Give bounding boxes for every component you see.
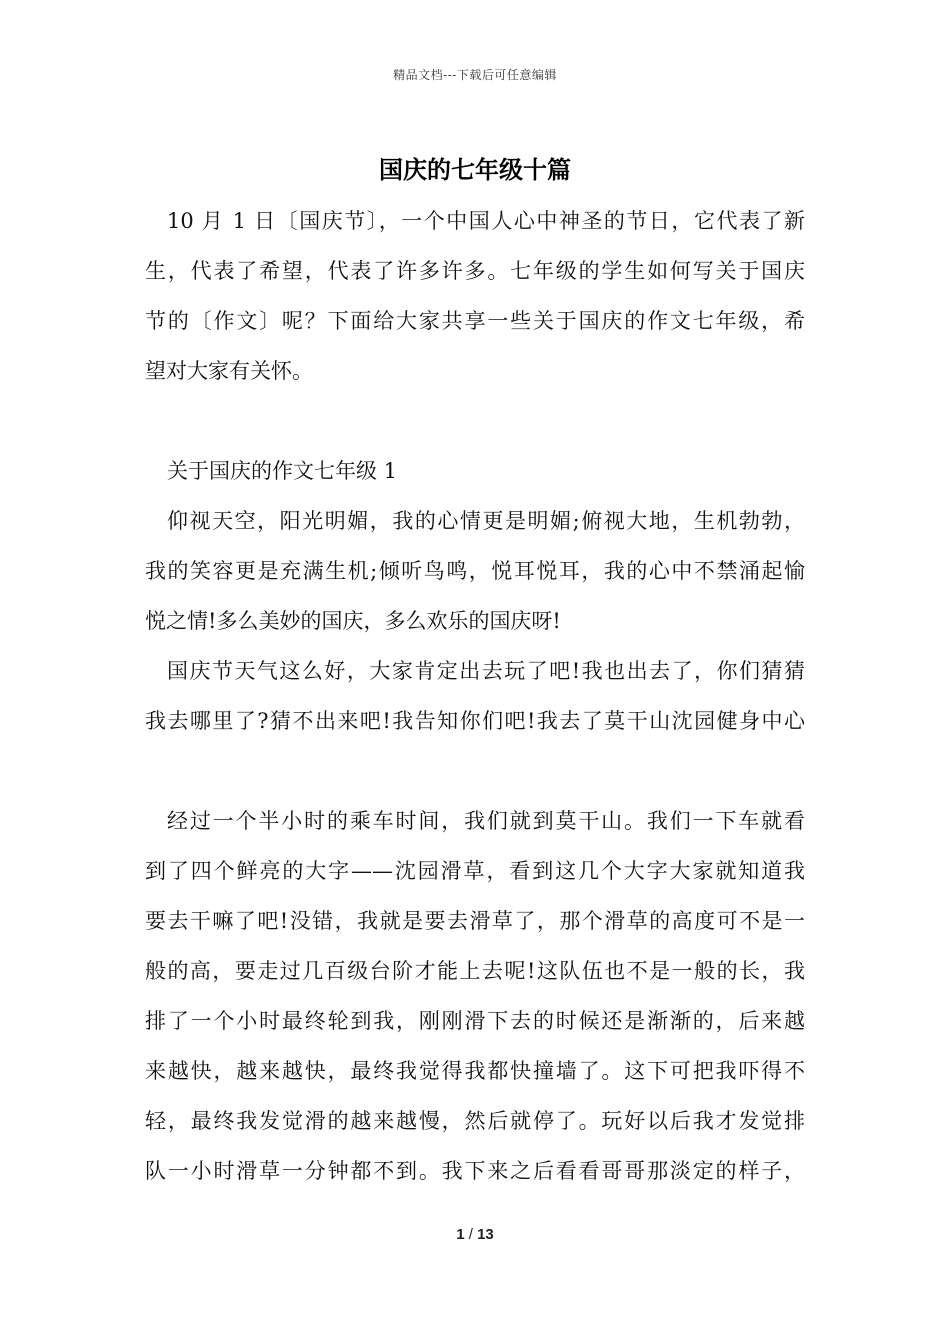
paragraph-line: 队一小时滑草一分钟都不到。我下来之后看看哥哥那淡定的样子， bbox=[145, 1159, 805, 1183]
page-separator: / bbox=[464, 1226, 478, 1243]
section-heading: 关于国庆的作文七年级 1 bbox=[167, 459, 398, 483]
paragraph-line: 到了四个鲜亮的大字——沈园滑草，看到这几个大字大家就知道我 bbox=[145, 859, 805, 883]
paragraph-line: 生，代表了希望，代表了许多许多。七年级的学生如何写关于国庆 bbox=[145, 259, 805, 283]
paragraph-line: 我的笑容更是充满生机;倾听鸟鸣，悦耳悦耳，我的心中不禁涌起愉 bbox=[145, 559, 805, 583]
paragraph-line: 来越快，越来越快，最终我觉得我都快撞墙了。这下可把我吓得不 bbox=[145, 1059, 805, 1083]
paragraph-line: 节的〔作文〕呢？下面给大家共享一些关于国庆的作文七年级，希 bbox=[145, 309, 805, 333]
paragraph-line: 般的高，要走过几百级台阶才能上去呢!这队伍也不是一般的长，我 bbox=[145, 959, 805, 983]
paragraph-line: 我去哪里了?猜不出来吧!我告知你们吧!我去了莫干山沈园健身中心 bbox=[145, 709, 805, 733]
paragraph-line: 要去干嘛了吧!没错，我就是要去滑草了，那个滑草的高度可不是一 bbox=[145, 909, 805, 933]
page-number bbox=[0, 1226, 950, 1243]
document-title: 国庆的七年级十篇 bbox=[379, 155, 571, 184]
paragraph-line: 国庆节天气这么好，大家肯定出去玩了吧!我也出去了，你们猜猜 bbox=[167, 659, 805, 683]
paragraph-line: 排了一个小时最终轮到我，刚刚滑下去的时候还是渐渐的，后来越 bbox=[145, 1009, 805, 1033]
paragraph-line: 轻，最终我发觉滑的越来越慢，然后就停了。玩好以后我才发觉排 bbox=[145, 1109, 805, 1133]
paragraph-line: 10 月 1 日〔国庆节〕，一个中国人心中神圣的节日，它代表了新 bbox=[167, 209, 805, 233]
total-page-count: 13 bbox=[477, 1226, 494, 1243]
paragraph-line: 望对大家有关怀。 bbox=[145, 359, 313, 383]
document-body bbox=[145, 0, 805, 1200]
page-header-note: 精品文档---下载后可任意编辑 bbox=[393, 68, 557, 82]
paragraph-line: 仰视天空，阳光明媚，我的心情更是明媚;俯视大地，生机勃勃， bbox=[167, 509, 805, 533]
paragraph-line: 悦之情!多么美妙的国庆，多么欢乐的国庆呀! bbox=[145, 609, 561, 633]
paragraph-line: 经过一个半小时的乘车时间，我们就到莫干山。我们一下车就看 bbox=[167, 809, 805, 833]
current-page-number: 1 bbox=[456, 1226, 465, 1243]
